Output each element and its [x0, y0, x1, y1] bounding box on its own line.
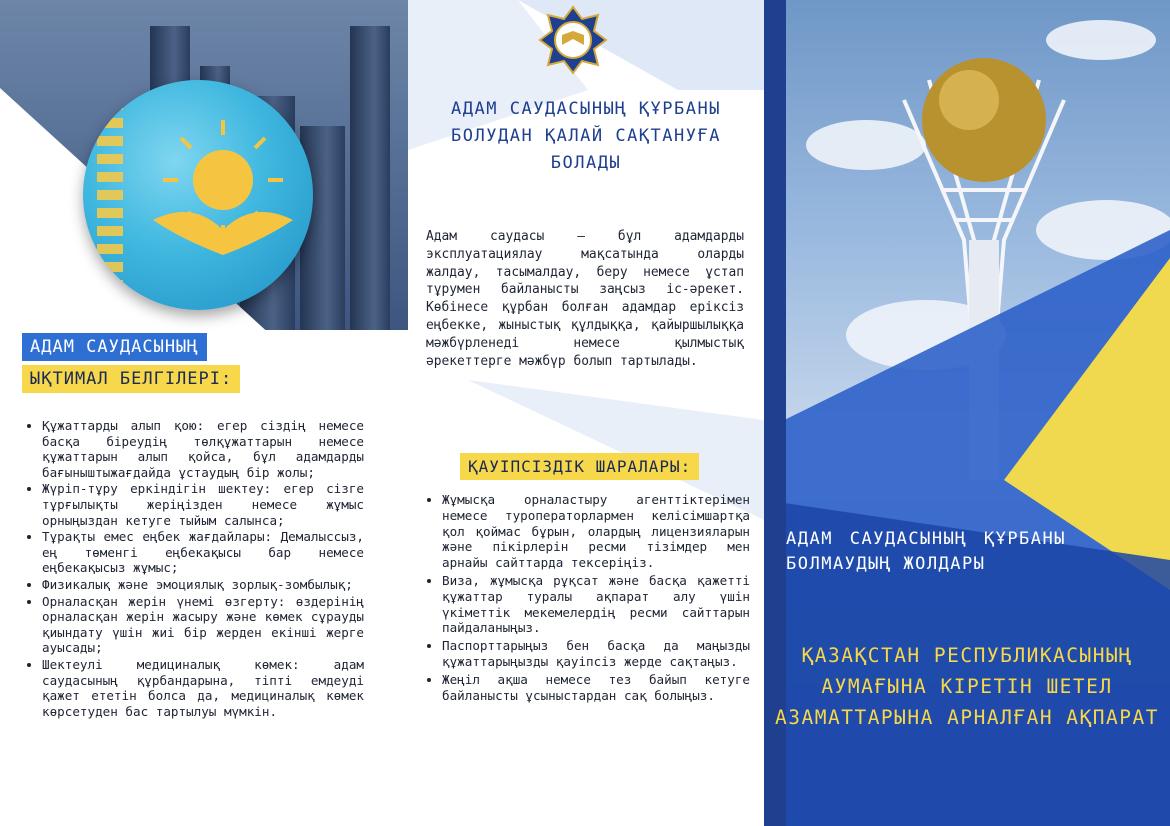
list-item: • Виза, жұмысқа рұқсат және басқа қажетті құжаттар туралы ақпарат алу үшін үкіметтік мекемелердің ресми сайттарын пайдаланыңыз. — [442, 573, 750, 636]
middle-title: АДАМ САУДАСЫНЫҢ ҚҰРБАНЫ БОЛУДАН ҚАЛАЙ САҚТАНУҒА БОЛАДЫ — [451, 99, 721, 173]
right-panel — [764, 0, 1170, 826]
list-item: • Жүріп-тұру еркіндігін шектеу: егер сізге тұрғылықты жеріңізден немесе жұмыс орныңыздан кетуге тыйым салынса; — [42, 481, 364, 528]
list-item: • Физикалық және эмоциялық зорлық-зомбылық; — [42, 577, 364, 593]
list-item: • Құжаттарды алып қою: егер сіздің немесе басқа біреудің төлқұжаттарын немесе құжаттарын алып қойса, бұл адамдарды бағыныштыжағдайда ұстаудың бір жолы; — [42, 418, 364, 480]
list-item: • Орналасқан жерін үнемі өзгерту: өздерінің орналасқан жерін жасыру және көмек сұрауды қиындату үшін жиі бір жерден екінші жерге ауысады; — [42, 594, 364, 656]
right-subtitle: АДАМ САУДАСЫНЫҢ ҚҰРБАНЫ БОЛМАУДЫҢ ЖОЛДАРЫ — [786, 529, 1066, 574]
safety-heading: ҚАУІПСІЗДІК ШАРАЛАРЫ: — [460, 453, 699, 480]
signs-list — [22, 418, 364, 720]
list-item: • Паспорттарыңыз бен басқа да маңызды құжаттарыңызды қауіпсіз жерде сақтаңыз. — [442, 638, 750, 670]
left-panel — [0, 0, 408, 826]
kazakhstan-flag-icon — [83, 80, 313, 310]
ministry-emblem-icon — [538, 5, 608, 75]
signs-heading-line2: ЫҚТИМАЛ БЕЛГІЛЕРІ: — [22, 365, 240, 393]
list-item: • Тұрақты емес еңбек жағдайлары: Демалыссыз, ең төменгі еңбекақысы бар немесе еңбекақысыз жұмыс; — [42, 529, 364, 576]
intro-paragraph: Адам саудасы — бұл адамдарды эксплуатациялау мақсатында оларды жалдау, тасымалдау, беру немесе ұстап тұрумен байланысты заңсыз іс-әрекет. Көбінесе құрбан болған адамдар еріксіз еңбекке, жыныстық құлдыққа, қайыршылыққа мәжбүрленеді немесе қылмыстық әрекеттерге мәжбүр болып тартылады. — [426, 229, 744, 369]
right-title: ҚАЗАҚСТАН РЕСПУБЛИКАСЫНЫҢ АУМАҒЫНА КІРЕТІН ШЕТЕЛ АЗАМАТТАРЫНА АРНАЛҒАН АҚПАРАТ — [775, 644, 1159, 729]
list-item: • Шектеулі медициналық көмек: адам саудасының құрбандарына, тіпті емдеуді қажет ететін болса да, медициналық көмек көрсетуден бас тартылуы мүмкін. — [42, 657, 364, 719]
list-item: • Жеңіл ақша немесе тез байып кетуге байланысты ұсыныстардан сақ болыңыз. — [442, 672, 750, 704]
list-item: • Жұмысқа орналастыру агенттіктерімен немесе туроператорлармен келісімшартқа қол қоймас бұрын, олардың лицензияларын және пікірлерін ресми тізімдер мен арнайы сайттарда тексеріңіз. — [442, 492, 750, 571]
middle-panel — [408, 0, 764, 826]
signs-heading — [22, 333, 240, 393]
signs-heading-line1: АДАМ САУДАСЫНЫҢ — [22, 333, 207, 361]
safety-list — [422, 492, 750, 705]
